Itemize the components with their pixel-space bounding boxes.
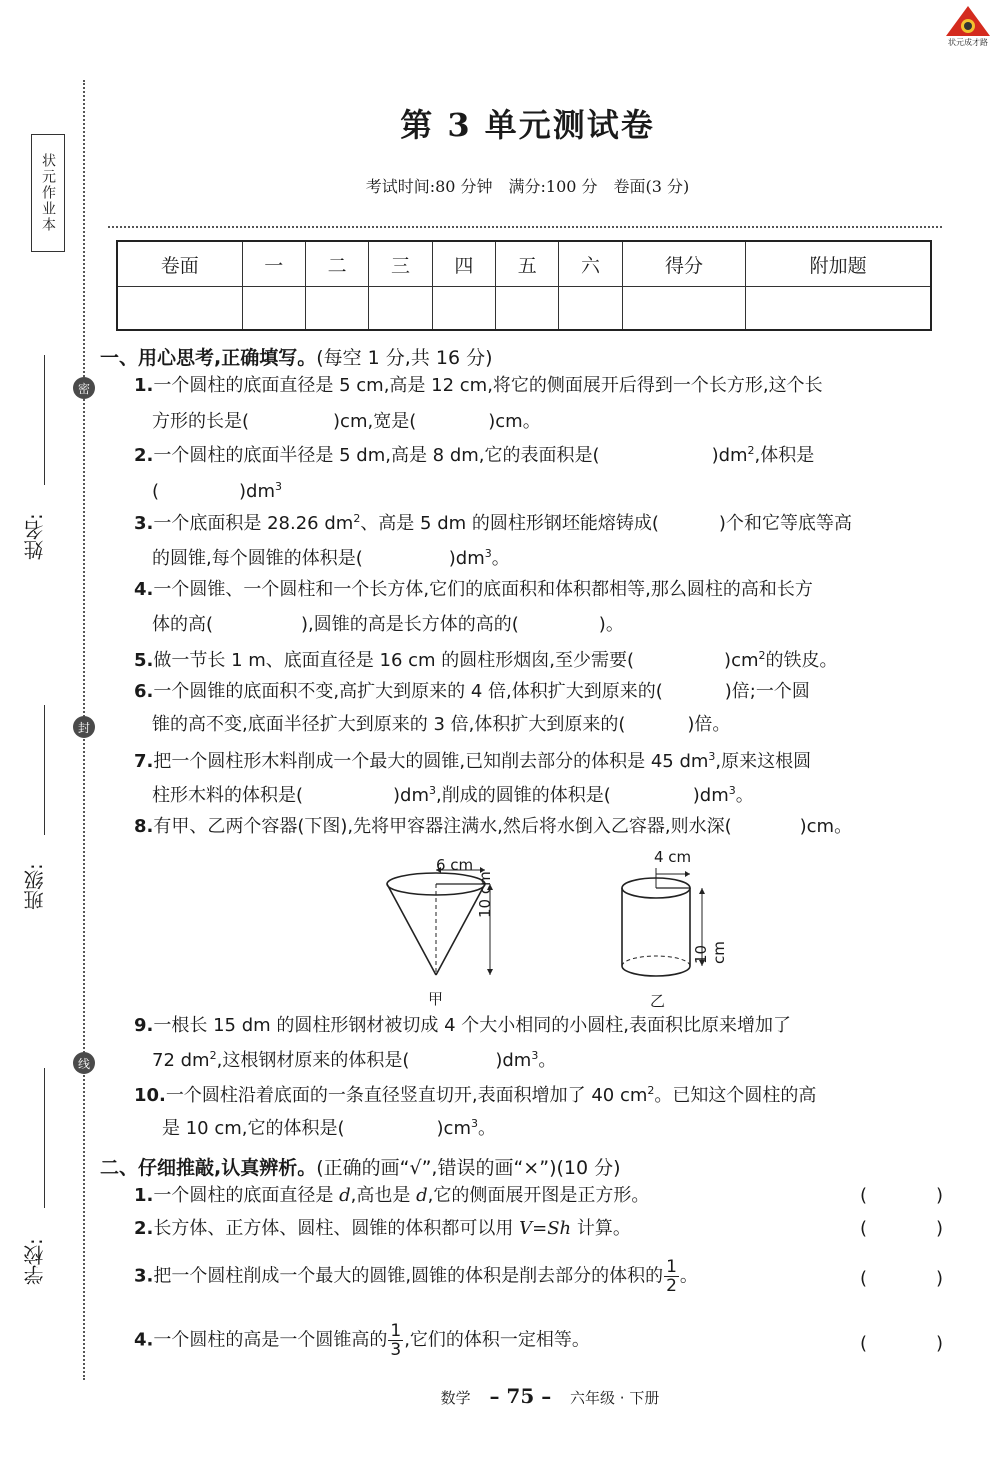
superscript: 3 xyxy=(484,547,492,560)
score-cell[interactable] xyxy=(622,287,746,331)
q10-number: 10. xyxy=(134,1085,166,1106)
denominator: 2 xyxy=(666,1276,677,1296)
score-header: 一 xyxy=(242,241,305,287)
q7-text: )dm xyxy=(692,785,729,806)
section-2-title: 二、仔细推敲,认真辨析。 xyxy=(100,1157,317,1179)
seal-mi: 密 xyxy=(73,377,95,399)
superscript: 2 xyxy=(747,444,755,457)
q10-text: 一个圆柱沿着底面的一条直径竖直切开,表面积增加了 40 cm xyxy=(165,1085,648,1106)
j2-text: 计算。 xyxy=(571,1218,631,1239)
superscript: 2 xyxy=(647,1084,655,1097)
q2-text: 一个圆柱的底面半径是 5 dm,高是 8 dm,它的表面积是( xyxy=(153,445,600,466)
variable: d xyxy=(416,1185,428,1206)
q7-text: 。 xyxy=(735,785,754,806)
q2-text: ,体积是 xyxy=(754,445,815,466)
q2-number: 2. xyxy=(134,445,154,466)
q2-line1 xyxy=(134,445,814,465)
j2-answer-box[interactable] xyxy=(872,1215,932,1241)
q1-text: )cm,宽是( xyxy=(333,411,417,432)
score-cell[interactable] xyxy=(305,287,368,331)
q5-line xyxy=(134,650,838,670)
name-label: 姓名: xyxy=(23,513,47,560)
score-header: 得分 xyxy=(622,241,746,287)
score-header: 二 xyxy=(305,241,368,287)
q1-text: )cm。 xyxy=(488,411,541,432)
score-cell[interactable] xyxy=(496,287,559,331)
q9-text: 一根长 15 dm 的圆柱形钢材被切成 4 个大小相同的小圆柱,表面积比原来增加了 xyxy=(153,1015,792,1036)
j1-answer-box[interactable] xyxy=(872,1182,932,1208)
q3-text: )dm xyxy=(448,548,485,569)
cone-name: 甲 xyxy=(428,990,444,1008)
j1-number: 1. xyxy=(134,1185,154,1206)
q1-line1 xyxy=(134,377,823,395)
numerator: 1 xyxy=(390,1321,402,1341)
j1-line xyxy=(134,1187,649,1205)
j4-number: 4. xyxy=(134,1329,154,1351)
logo-text: 状元成才路 xyxy=(948,38,988,47)
q8-line xyxy=(134,818,852,836)
q7-text: 把一个圆柱形木料削成一个最大的圆锥,已知削去部分的体积是 45 dm xyxy=(153,751,709,772)
denominator: 3 xyxy=(390,1340,402,1360)
score-header: 六 xyxy=(559,241,622,287)
container-figure xyxy=(370,848,730,1010)
q7-number: 7. xyxy=(134,751,154,772)
q6-line2 xyxy=(152,716,730,734)
name-line xyxy=(44,355,45,485)
q7-text: 柱形木料的体积是( xyxy=(152,785,304,806)
section-2-note: (正确的画“√”,错误的画“×”)(10 分) xyxy=(316,1157,621,1179)
superscript: 3 xyxy=(429,784,437,797)
q9-number: 9. xyxy=(134,1015,154,1036)
q4-line2 xyxy=(152,616,624,634)
q6-text: )倍。 xyxy=(687,714,731,735)
cone-height-label: 10 cm xyxy=(476,871,494,918)
score-cell[interactable] xyxy=(559,287,622,331)
superscript: 2 xyxy=(209,1049,217,1062)
q10-text: )cm xyxy=(436,1118,471,1139)
section-1-title: 一、用心思考,正确填写。 xyxy=(100,347,317,369)
q7-line1 xyxy=(134,751,811,771)
j3-answer-open: ( xyxy=(860,1268,868,1289)
q2-text: )dm xyxy=(239,481,276,502)
exam-info: 考试时间:80 分钟 满分:100 分 卷面(3 分) xyxy=(365,177,690,196)
q6-text: 一个圆锥的底面积不变,高扩大到原来的 4 倍,体积扩大到原来的( xyxy=(153,681,663,702)
q6-line1 xyxy=(134,683,810,701)
q10-text: 。已知这个圆柱的高 xyxy=(654,1085,817,1106)
q8-text: )cm。 xyxy=(799,816,853,837)
q6-text: 锥的高不变,底面半径扩大到原来的 3 倍,体积扩大到原来的( xyxy=(152,714,626,735)
superscript: 3 xyxy=(470,1117,478,1130)
q4-text: 体的高( xyxy=(152,614,214,635)
score-table xyxy=(116,240,932,331)
q10-text: 是 10 cm,它的体积是( xyxy=(162,1118,345,1139)
seal-feng: 封 xyxy=(73,716,95,738)
divider xyxy=(108,226,942,228)
seal-xian: 线 xyxy=(73,1052,95,1074)
section-2-heading xyxy=(100,1153,621,1180)
q5-text: 的铁皮。 xyxy=(765,650,838,671)
score-cell[interactable] xyxy=(746,287,931,331)
j1-answer-close: ) xyxy=(936,1185,944,1206)
q3-text: )个和它等底等高 xyxy=(718,513,852,534)
q8-text: 有甲、乙两个容器(下图),先将甲容器注满水,然后将水倒入乙容器,则水深( xyxy=(153,816,732,837)
q4-text: ),圆锥的高是长方体的高的( xyxy=(301,614,519,635)
j2-answer-open: ( xyxy=(860,1218,868,1239)
score-cell[interactable] xyxy=(242,287,305,331)
j2-answer-close: ) xyxy=(936,1218,944,1239)
q10-line2 xyxy=(162,1118,496,1138)
q2-text: ( xyxy=(152,481,160,502)
q9-line2 xyxy=(152,1050,556,1070)
class-label: 班级: xyxy=(23,863,47,910)
q7-text: ,削成的圆锥的体积是( xyxy=(436,785,611,806)
class-line xyxy=(44,705,45,835)
score-header: 四 xyxy=(432,241,495,287)
publisher-logo xyxy=(940,4,996,48)
fraction-one-third xyxy=(388,1322,403,1359)
series-label: 状元作业本 xyxy=(31,134,65,252)
q9-text: 72 dm xyxy=(152,1050,210,1071)
q3-line2 xyxy=(152,548,510,568)
q7-text: )dm xyxy=(393,785,430,806)
j4-answer-open: ( xyxy=(860,1333,868,1354)
q9-text: 。 xyxy=(538,1050,557,1071)
section-1-note: (每空 1 分,共 16 分) xyxy=(316,347,493,369)
j4-text: 一个圆柱的高是一个圆锥高的 xyxy=(153,1329,388,1351)
page-title: 第 3 单元测试卷 xyxy=(400,106,655,144)
q4-number: 4. xyxy=(134,579,154,600)
j2-line xyxy=(134,1220,631,1238)
j1-text: ,它的侧面展开图是正方形。 xyxy=(427,1185,650,1206)
superscript: 3 xyxy=(531,1049,539,1062)
footer-grade: 六年级 · 下册 xyxy=(570,1389,660,1407)
q3-text: 、高是 5 dm 的圆柱形钢坯能熔铸成( xyxy=(360,513,659,534)
j4-answer-close: ) xyxy=(936,1333,944,1354)
q8-number: 8. xyxy=(134,816,154,837)
j2-number: 2. xyxy=(134,1218,154,1239)
score-header: 附加题 xyxy=(746,241,931,287)
cylinder-height-label: 10 cm xyxy=(692,941,728,964)
q4-text: 一个圆锥、一个圆柱和一个长方体,它们的底面积和体积都相等,那么圆柱的高和长方 xyxy=(153,579,813,600)
score-header: 卷面 xyxy=(117,241,242,287)
score-cell[interactable] xyxy=(117,287,242,331)
q3-number: 3. xyxy=(134,513,154,534)
school-label: 学校: xyxy=(23,1238,47,1285)
j2-text: 长方体、正方体、圆柱、圆锥的体积都可以用 xyxy=(153,1218,520,1239)
q3-text: 一个底面积是 28.26 dm xyxy=(153,513,354,534)
figure-drawing xyxy=(370,848,730,1010)
cylinder-radius-label: 4 cm xyxy=(654,848,692,866)
q4-line1 xyxy=(134,581,813,599)
q5-number: 5. xyxy=(134,650,154,671)
q2-line2 xyxy=(152,481,282,501)
footer-subject: 数学 xyxy=(440,1389,471,1407)
j1-text: 一个圆柱的底面直径是 xyxy=(153,1185,340,1206)
j4-line xyxy=(134,1322,590,1359)
cone-radius-label: 6 cm xyxy=(436,856,474,874)
superscript: 2 xyxy=(758,649,766,662)
j3-line xyxy=(134,1258,698,1295)
q3-line1 xyxy=(134,513,852,533)
school-line xyxy=(44,1068,45,1208)
j3-number: 3. xyxy=(134,1265,154,1287)
q4-text: )。 xyxy=(598,614,624,635)
j3-text: 。 xyxy=(679,1265,698,1287)
score-header: 三 xyxy=(369,241,432,287)
q1-number: 1. xyxy=(134,375,154,396)
q6-number: 6. xyxy=(134,681,154,702)
superscript: 3 xyxy=(728,784,736,797)
q2-text: )dm xyxy=(711,445,748,466)
j4-text: ,它们的体积一定相等。 xyxy=(404,1329,590,1351)
j3-answer-close: ) xyxy=(936,1268,944,1289)
q6-text: )倍;一个圆 xyxy=(724,681,810,702)
page-number: – 75 – xyxy=(489,1384,552,1408)
page-footer xyxy=(0,1384,1000,1408)
superscript: 3 xyxy=(708,750,716,763)
q7-line2 xyxy=(152,785,754,805)
variable: d xyxy=(339,1185,351,1206)
score-header: 五 xyxy=(496,241,559,287)
q1-text: 一个圆柱的底面直径是 5 cm,高是 12 cm,将它的侧面展开后得到一个长方形,这个长 xyxy=(153,375,823,396)
q3-text: 的圆锥,每个圆锥的体积是( xyxy=(152,548,363,569)
cylinder-name: 乙 xyxy=(650,992,666,1010)
q9-line1 xyxy=(134,1017,791,1035)
q3-text: 。 xyxy=(491,548,510,569)
q1-text: 方形的长是( xyxy=(152,411,250,432)
q5-text: 做一节长 1 m、底面直径是 16 cm 的圆柱形烟囱,至少需要( xyxy=(153,650,635,671)
score-cell[interactable] xyxy=(369,287,432,331)
fraction-one-half xyxy=(664,1258,679,1295)
superscript: 2 xyxy=(353,512,361,525)
superscript: 3 xyxy=(275,480,283,493)
q7-text: ,原来这根圆 xyxy=(715,751,812,772)
j4-answer-box[interactable] xyxy=(872,1330,932,1356)
q9-text: ,这根钢材原来的体积是( xyxy=(216,1050,410,1071)
q10-text: 。 xyxy=(477,1118,496,1139)
q10-line1 xyxy=(134,1085,816,1105)
j3-text: 把一个圆柱削成一个最大的圆锥,圆锥的体积是削去部分的体积的 xyxy=(153,1265,664,1287)
q5-text: )cm xyxy=(724,650,759,671)
j1-answer-open: ( xyxy=(860,1185,868,1206)
section-1-heading xyxy=(100,343,493,370)
formula: V=Sh xyxy=(519,1218,572,1239)
j1-text: ,高也是 xyxy=(350,1185,417,1206)
j3-answer-box[interactable] xyxy=(872,1265,932,1291)
q1-line2 xyxy=(152,413,541,431)
numerator: 1 xyxy=(666,1257,677,1277)
score-cell[interactable] xyxy=(432,287,495,331)
q9-text: )dm xyxy=(495,1050,532,1071)
